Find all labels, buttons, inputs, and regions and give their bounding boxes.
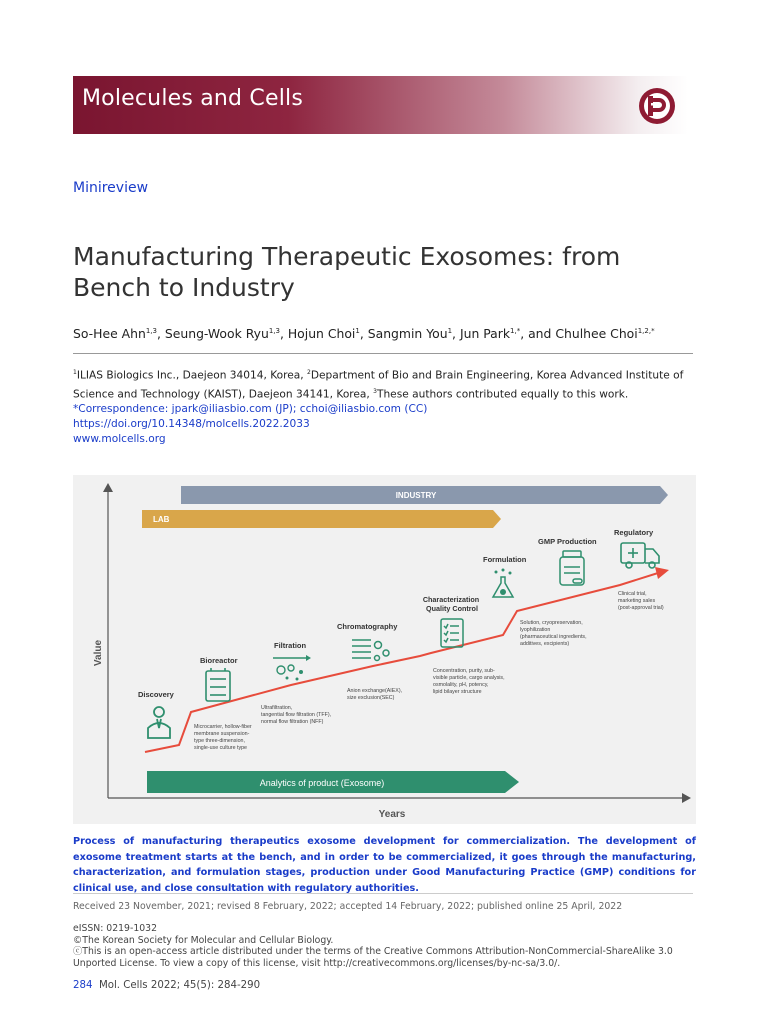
affiliation-1: ILIAS Biologics Inc., Daejeon 34014, Korea, — [76, 369, 307, 382]
mc-logo-icon — [637, 86, 677, 126]
author-name[interactable]: Seung-Wook Ryu — [164, 326, 269, 341]
stage-characterization: Characterization Quality Control — [422, 595, 480, 613]
affiliations: $^1$ILIAS Biologics Inc., Daejeon 34014, Korea, $^2$Department of Bio and Brain Engineering, Korea Advanced Institute of Science and Technology (KAIST), Daejeon 34141, Korea, $^3$These authors contributed equally to this work. *Correspondence: jpark@iliasbio.com (JP); cchoi@iliasbio.com (CC) https://doi.org/10.14348/molcells.2022.2033 www.molcells.org — [73, 365, 698, 447]
analytics-label: Analytics of product (Exosome) — [259, 778, 385, 788]
process-figure — [73, 475, 696, 824]
stage-bioreactor: Bioreactor — [200, 656, 238, 665]
affiliation-2: Department of Bio and Brain Engineering, Korea Advanced Institute of Science and Technology (KAIST), Daejeon 34141, Korea, — [73, 369, 684, 401]
note-characterization: Concentration, purity, sub- visible particle, cargo analysis, osmolality, pH, potency, lipid bilayer structure — [433, 668, 505, 695]
scientist-icon — [148, 707, 170, 738]
stage-discovery: Discovery — [138, 690, 174, 699]
figure-caption: Process of manufacturing therapeutics exosome development for commercialization. The development of exosome treatment starts at the bench, and in order to be commercialized, it goes through the manufacturing, characterization, and formulation stages, production under Good Manufacturing Practice (GMP) conditions for clinical use, and close consultation with regulatory authorities. — [73, 836, 696, 894]
stage-filtration: Filtration — [274, 641, 307, 650]
lab-label: LAB — [153, 515, 170, 524]
author-list: So-Hee Ahn$^{1,3}$, Seung-Wook Ryu$^{1,3}$, Hojun Choi$^1$, Sangmin You$^1$, Jun Park$^{1,*}$, and Chulhee Choi$^{1,2,*}$ — [73, 326, 655, 341]
journal-banner — [73, 76, 688, 134]
note-formulation: Solution, cryopreservation, lyophilization (pharmaceutical ingredients, additives, excipients) — [520, 620, 587, 647]
author-name[interactable]: So-Hee Ahn — [73, 326, 146, 341]
equal-contribution-note: These authors contributed equally to this work. — [377, 388, 629, 401]
y-axis-arrow-icon — [103, 483, 113, 492]
citation: Mol. Cells 2022; 45(5): 284-290 — [98, 980, 261, 991]
website-link[interactable]: www.molcells.org — [73, 433, 166, 446]
flask-icon — [493, 569, 513, 598]
stage-chromatography: Chromatography — [337, 622, 398, 631]
x-axis-label: Years — [378, 809, 406, 820]
page-footer — [73, 980, 260, 991]
author-name[interactable]: Hojun Choi — [287, 326, 356, 341]
license-text: ⓒThis is an open-access article distributed under the terms of the Creative Commons Attribution-NonCommercial-ShareAlike 3.0 Unported License. To view a copy of this license, visit http://creativecommons.org/licenses/by-nc-sa/3.0/. — [73, 946, 673, 969]
journal-title: Molecules and Cells — [82, 86, 303, 111]
y-axis-label: Value — [93, 639, 104, 667]
received-dates: Received 23 November, 2021; revised 8 February, 2022; accepted 14 February, 2022; published online 25 April, 2022 — [73, 901, 623, 912]
bioreactor-icon — [206, 668, 230, 701]
ambulance-icon — [621, 543, 659, 568]
filtration-icon — [273, 655, 311, 681]
article-title: Manufacturing Therapeutic Exosomes: from Bench to Industry — [73, 242, 621, 302]
copyright: ©The Korean Society for Molecular and Cellular Biology. — [73, 934, 334, 946]
lab-arrow — [142, 510, 501, 528]
author-name[interactable]: Jun Park — [459, 326, 511, 341]
x-axis-arrow-icon — [682, 793, 691, 803]
divider — [73, 893, 693, 894]
note-regulatory: Clinical trial, marketing sales (post-approval trial) — [618, 591, 664, 611]
trend-arrowhead-icon — [655, 567, 669, 579]
footer-notes — [73, 923, 698, 969]
stage-formulation: Formulation — [483, 555, 527, 564]
note-bioreactor: Microcarrier, hollow-fiber membrane suspension- type three-dimension, single-use culture type — [194, 724, 252, 751]
article-type: Minireview — [73, 180, 149, 196]
author-name[interactable]: Sangmin You — [367, 326, 448, 341]
note-filtration: Ultrafiltration, tangential flow filtration (TFF), normal flow filtration (NFF) — [261, 705, 332, 725]
page-number: 284 — [73, 980, 93, 991]
pill-bottle-icon — [560, 551, 584, 585]
stage-regulatory: Regulatory — [614, 528, 654, 537]
doi-link[interactable]: https://doi.org/10.14348/molcells.2022.2033 — [73, 418, 310, 431]
note-chromatography: Anion exchange(AIEX), size exclusion(SEC) — [347, 688, 403, 701]
stage-gmp: GMP Production — [538, 537, 597, 546]
industry-label: INDUSTRY — [395, 491, 437, 500]
chromatography-icon — [352, 640, 389, 661]
checklist-icon — [441, 619, 463, 647]
author-name[interactable]: Chulhee Choi — [555, 326, 638, 341]
correspondence-link[interactable]: *Correspondence: jpark@iliasbio.com (JP); cchoi@iliasbio.com (CC) — [73, 403, 428, 416]
divider — [73, 353, 693, 354]
eissn: eISSN: 0219-1032 — [73, 923, 157, 934]
